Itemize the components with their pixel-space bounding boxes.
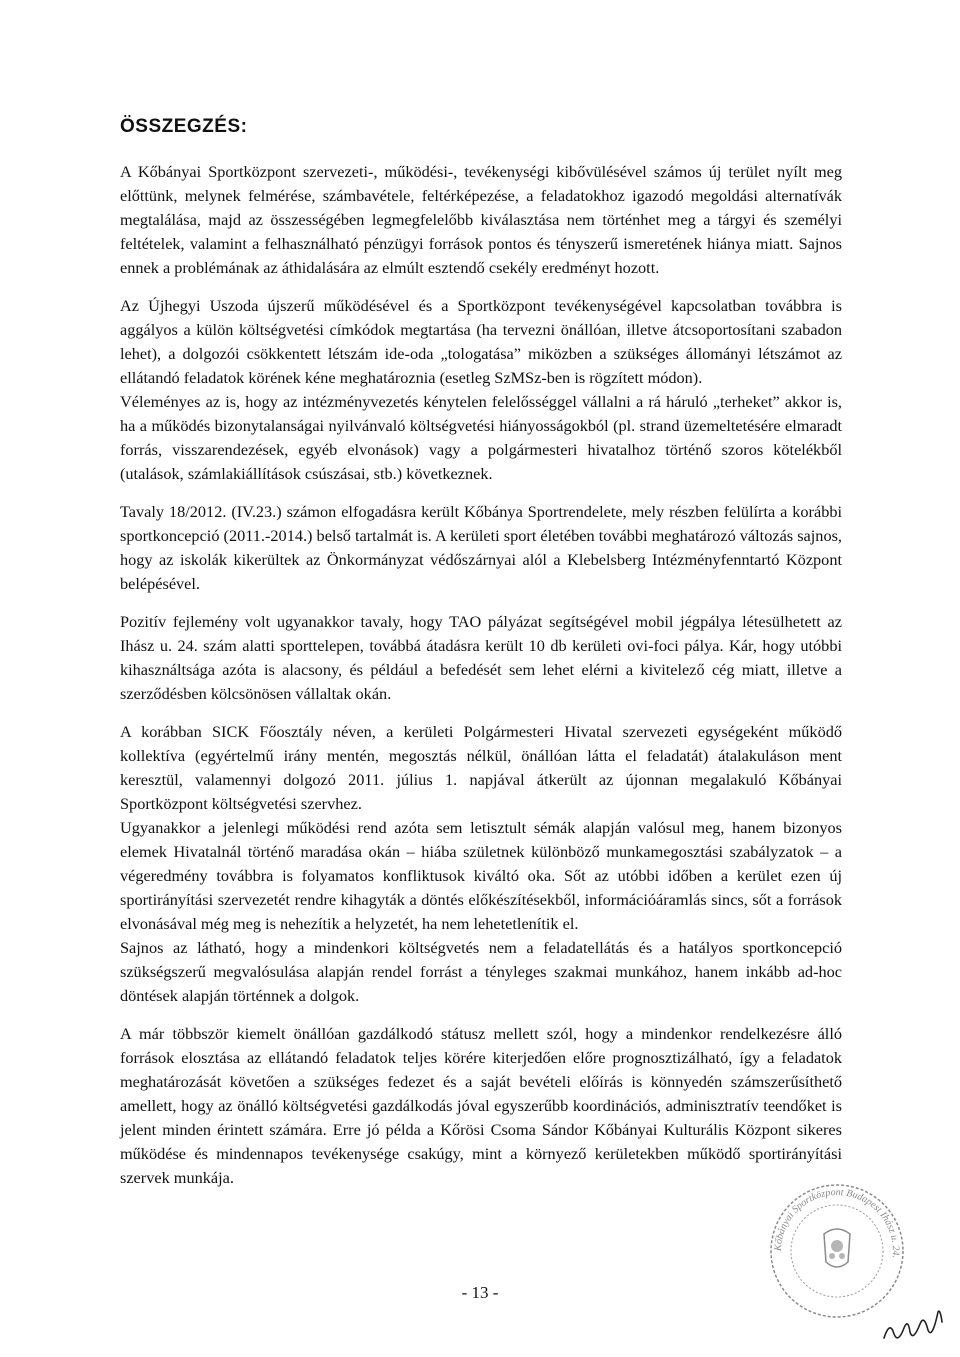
- stamp-emblem-icon: [824, 1229, 850, 1267]
- stamp-ring-text: Kőbányai Sportközpont Budapest Ihász u. 24.: [772, 1186, 902, 1259]
- section-heading: ÖSSZEGZÉS:: [120, 116, 248, 137]
- handwritten-signature: [880, 1300, 950, 1350]
- paragraph-5: Pozitív fejlemény volt ugyanakkor tavaly, hogy TAO pályázat segítségével mobil jégpálya létesülhetett az Ihász u. 24. szám alatti sporttelepen, továbbá átadásra került 10 db kerületi ovi-foci pálya. Kár, hogy utóbbi kihasználtsága azóta is alacsony, és például a befedését sem lehet elérni a kivitelező cég miatt, illetve a szerződésben kölcsönösen vállaltak okán.: [120, 612, 842, 703]
- paragraph-1: A Kőbányai Sportközpont szervezeti-, működési-, tevékenységi kibővülésével számos új terület nyílt meg előttünk, melynek felmérése, számbavétele, feltérképezése, a feladatokhoz igazodó megoldási alternatívák megtalálása, majd az összességében legmegfelelőbb kiválasztása nem történhet meg a tárgyi és személyi feltételek, valamint a felhasználható pénzügyi források pontos és tényszerű ismeretének hiánya miatt. Sajnos ennek a problémának az áthidalására az elmúlt esztendő csekély eredményt hozott.: [120, 162, 842, 277]
- paragraph-2: Az Újhegyi Uszoda újszerű működésével és a Sportközpont tevékenységével kapcsolatban továbbra is aggályos a külön költségvetési címkódok megtartása (ha tervezni önállóan, illetve átcsoportosítani szabadon lehet), a dolgozói csökkentett létszám ide-oda „tologatása” miközben a szükséges állományi létszámot az ellátandó feladatok körének kéne meghatároznia (esetleg SzMSz-ben is rögzített módon).: [120, 296, 842, 387]
- paragraph-7: Ugyanakkor a jelenlegi működési rend azóta sem letisztult sémák alapján valósul meg, hanem bizonyos elemek Hivatalnál történő maradása okán – hiába születnek különböző munkamegosztási szabályzatok – a végeredmény továbbra is folyamatos konfliktusok kiváltó oka. Sőt az utóbbi időben a kerület ezen új sportirányítási szervezetét rendre kihagyták a döntés előkészítésekből, információáramlás sincs, sőt a források elvonásával még meg is nehezítik a helyzetét, ha nem lehetetlenítik el.: [120, 818, 842, 933]
- paragraph-8: Sajnos az látható, hogy a mindenkori költségvetés nem a feladatellátás és a hatályos sportkoncepció szükségszerű megvalósulása alapján rendel forrást a tényleges szakmai munkához, hanem inkább ad-hoc döntések alapján történnek a dolgok.: [120, 938, 842, 1005]
- paragraph-4: Tavaly 18/2012. (IV.23.) számon elfogadásra került Kőbánya Sportrendelete, mely részben felülírta a korábbi sportkoncepció (2011.-2014.) belső tartalmát is. A kerületi sport életében további meghatározó változás sajnos, hogy az iskolák kikerültek az Önkormányzat védőszárnyai alól a Klebelsberg Intézményfenntartó Központ belépésével.: [120, 502, 842, 593]
- page-number: - 13 -: [461, 1283, 499, 1302]
- paragraph-9: A már többször kiemelt önállóan gazdálkodó státusz mellett szól, hogy a mindenkor rendelkezésre álló források elosztása az ellátandó feladatok teljes körére kiterjedően előre prognosztizálható, így a feladatok meghatározását követően a szükséges fedezet és a saját bevételi előírás is könnyedén számszerűsíthető amellett, hogy az önálló költségvetési gazdálkodás jóval egyszerűbb koordinációs, adminisztratív teendőket is jelent minden érintett számára. Erre jó példa a Kőrösi Csoma Sándor Kőbányai Kulturális Központ sikeres működése és mindennapos tevékenysége csakúgy, mint a környező kerületekben működő sportirányítási szervek munkája.: [120, 1024, 842, 1187]
- paragraph-3: Véleményes az is, hogy az intézményvezetés kénytelen felelősséggel vállalni a rá háruló „terheket” akkor is, ha a működés bizonytalanságai nyilvánvaló költségvetési hiányosságokból (pl. strand üzemeltetésére elmaradt forrás, visszarendezések, egyéb elvonások) vagy a polgármesteri hivatalhoz történő szoros kötelékből (utalások, számlakiállítások csúszásai, stb.) következnek.: [120, 392, 842, 483]
- paragraph-6: A korábban SICK Főosztály néven, a kerületi Polgármesteri Hivatal szervezeti egységeként működő kollektíva (egyértelmű irány mentén, megosztás nélkül, önállóan látta el feladatát) átalakuláson ment keresztül, valamennyi dolgozó 2011. július 1. napjával átkerült az újonnan megalakuló Kőbányai Sportközpont költségvetési szervhez.: [120, 722, 842, 813]
- document-body: [120, 160, 842, 1190]
